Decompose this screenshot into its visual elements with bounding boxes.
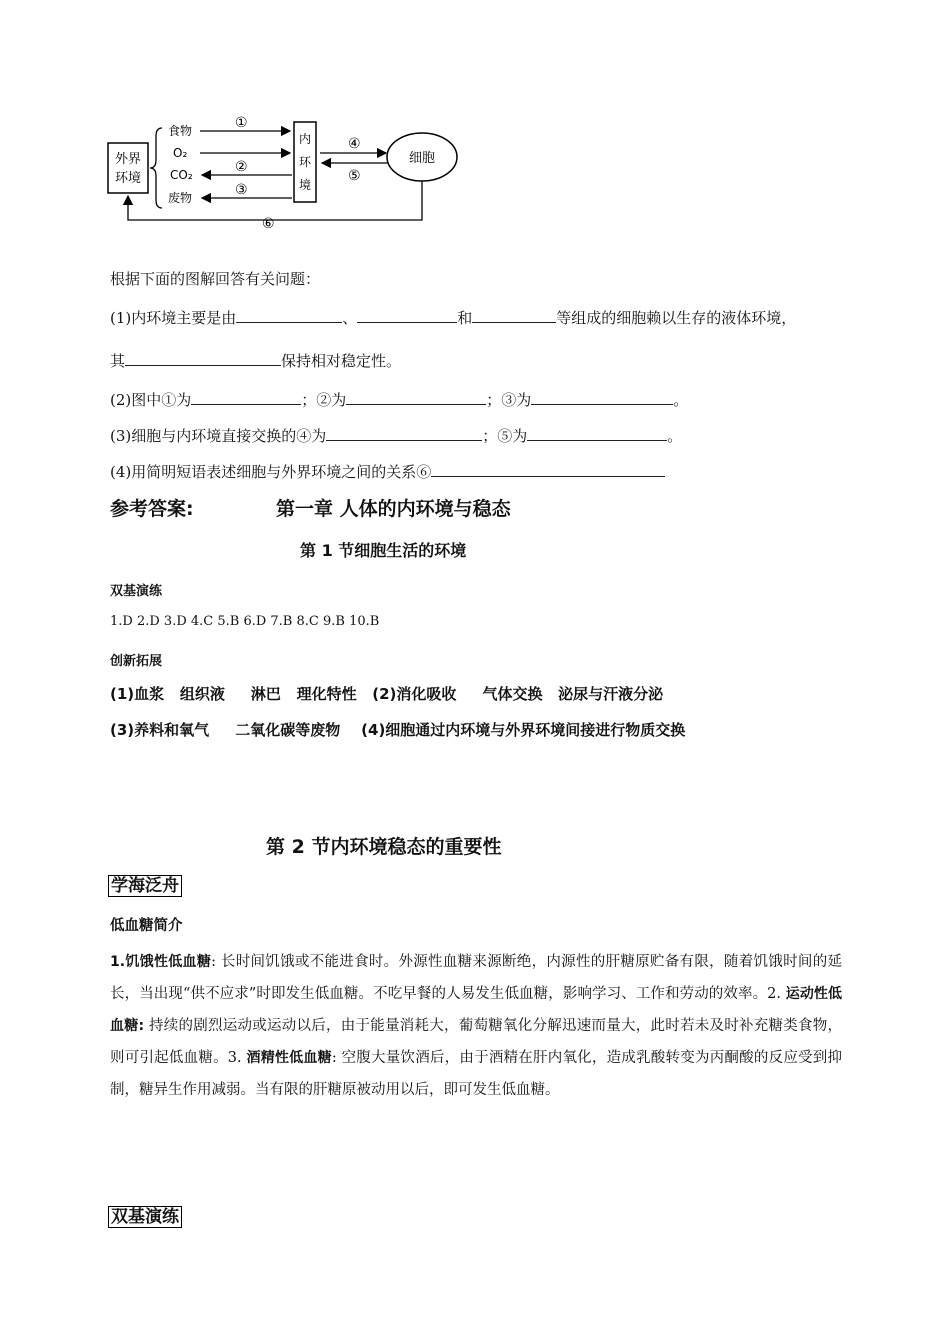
q4-blank[interactable]	[431, 462, 665, 477]
outer-env-line1: 外界	[114, 152, 142, 167]
label-4: ④	[348, 136, 361, 152]
box-basic-practice: 双基演练	[108, 1206, 182, 1228]
p1-num: 1.	[110, 954, 126, 970]
p1-text: : 长时间饥饿或不能进食时。外源性血糖来源断绝，内源性的肝糖原贮备有限，随着饥饿时间的延长，当出现“供不应求”时即发生低血糖。不吃早餐的人易发生低血糖，影响学习、工作和劳动的效率。2.	[110, 954, 842, 1002]
environment-exchange-diagram	[100, 108, 480, 238]
q1-sep-1: 、	[342, 309, 358, 327]
label-5: ⑤	[348, 168, 361, 184]
p3-term: 酒精性低血糖	[246, 1050, 332, 1066]
section1-title: 第 1 节细胞生活的环境	[300, 541, 467, 560]
box-xuehai: 学海泛舟	[108, 875, 182, 897]
q3-blank-1[interactable]	[326, 426, 482, 441]
q4-text: (4)用简明短语表述细胞与外界环境之间的关系⑥	[110, 463, 432, 481]
q3-text-a: (3)细胞与内环境直接交换的④为	[110, 427, 327, 445]
chapter-title: 第一章 人体的内环境与稳态	[276, 498, 511, 520]
q1-sep-2: 和	[457, 309, 473, 327]
hypoglycemia-paragraph	[110, 946, 842, 1106]
question-3	[110, 425, 682, 446]
question-2	[110, 389, 688, 410]
p1-term: 饥饿性低血糖	[125, 954, 212, 970]
q2-text-a: (2)图中①为	[110, 391, 192, 409]
section2-title: 第 2 节内环境稳态的重要性	[266, 836, 502, 858]
brace	[150, 128, 162, 208]
q3-text-b: ；⑤为	[482, 427, 528, 445]
q2-text-b: ；②为	[301, 391, 347, 409]
q2-text-c: ；③为	[486, 391, 532, 409]
q1-text-a: (1)内环境主要是由	[110, 309, 237, 327]
basic-practice-label: 双基演练	[110, 584, 163, 599]
answers-heading-label: 参考答案:	[110, 498, 194, 520]
q3-text-c: 。	[667, 427, 683, 445]
input-waste: 废物	[168, 191, 193, 205]
label-1: ①	[235, 115, 248, 131]
label-3: ③	[235, 182, 248, 198]
input-co2: CO₂	[170, 168, 193, 182]
question-4	[110, 461, 665, 482]
q3-blank-2[interactable]	[527, 426, 667, 441]
q1-text-d: 保持相对稳定性。	[281, 352, 402, 370]
q1-blank-1[interactable]	[236, 308, 342, 323]
input-food: 食物	[168, 124, 193, 138]
outer-env-line2: 环境	[114, 171, 142, 186]
q2-blank-3[interactable]	[531, 390, 673, 405]
input-o2: O₂	[173, 146, 188, 160]
subtitle-hypoglycemia: 低血糖简介	[110, 918, 183, 934]
label-2: ②	[235, 159, 248, 175]
question-1-cont	[110, 350, 401, 371]
question-1	[110, 307, 796, 328]
inner-env-1: 内	[298, 132, 312, 146]
innovation-answers-line1: (1)血浆 组织液 淋巴 理化特性 (2)消化吸收 气体交换 泌尿与汗液分泌	[110, 685, 664, 703]
q1-blank-2[interactable]	[357, 308, 457, 323]
q1-blank-3[interactable]	[472, 308, 556, 323]
p2-term: 运动性低血糖:	[110, 986, 843, 1034]
q1-text-b: 等组成的细胞赖以生存的液体环境，	[556, 309, 797, 327]
p2-text: 持续的剧烈运动或运动以后，由于能量消耗大，葡萄糖氧化分解迅速而量大，此时若未及时补充糖类食物，则可引起低血糖。3.	[110, 1018, 842, 1066]
p3-text: : 空腹大量饮酒后，由于酒精在肝内氧化，造成乳酸转变为丙酮酸的反应受到抑制，糖异生作用减弱。当有限的肝糖原被动用以后，即可发生低血糖。	[110, 1050, 843, 1098]
inner-env-3: 境	[298, 178, 312, 192]
label-6: ⑥	[262, 216, 275, 232]
q1-text-c: 其	[110, 352, 126, 370]
q2-blank-2[interactable]	[346, 390, 486, 405]
cell-label: 细胞	[408, 151, 436, 166]
innovation-label: 创新拓展	[110, 654, 163, 669]
q2-blank-1[interactable]	[191, 390, 301, 405]
q1-blank-4[interactable]	[125, 351, 281, 366]
basic-answers: 1.D 2.D 3.D 4.C 5.B 6.D 7.B 8.C 9.B 10.B	[110, 614, 380, 629]
inner-env-2: 环	[298, 155, 312, 169]
innovation-answers-line2: (3)养料和氧气 二氧化碳等废物 (4)细胞通过内环境与外界环境间接进行物质交换	[110, 721, 686, 739]
q2-text-d: 。	[673, 391, 689, 409]
intro-text: 根据下面的图解回答有关问题：	[110, 270, 321, 288]
